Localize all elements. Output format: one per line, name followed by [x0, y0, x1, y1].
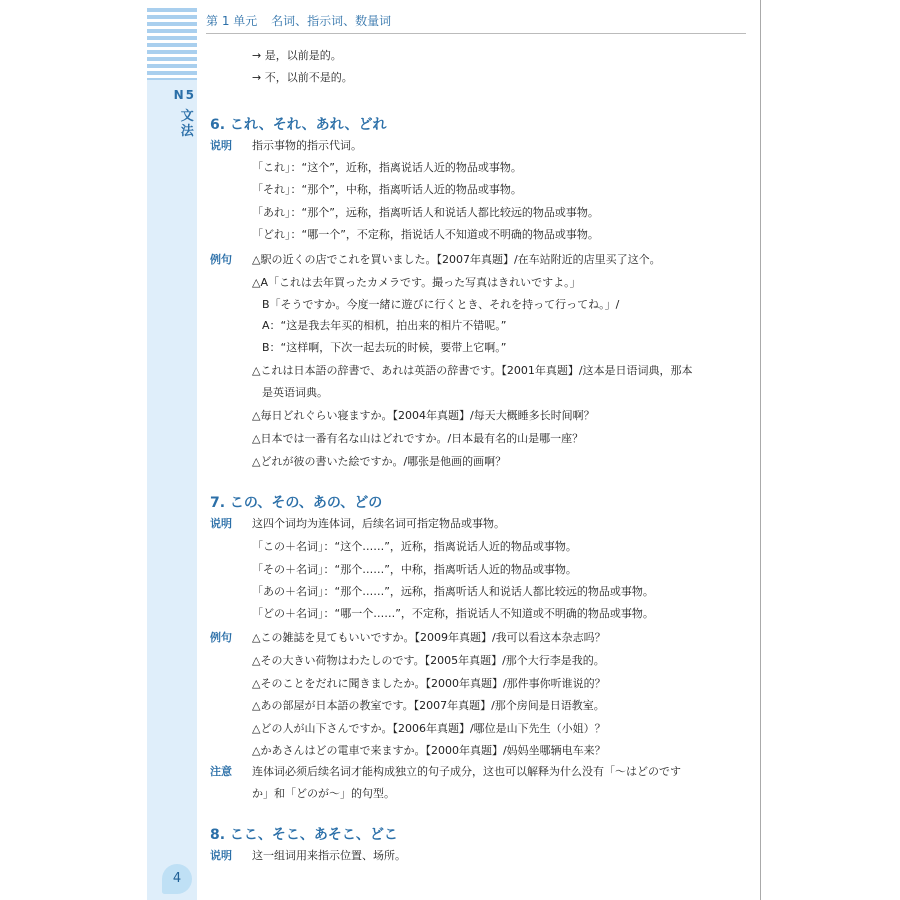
- sidebar-band: [147, 80, 197, 900]
- definition-line: 「その＋名词」：“那个……”，中称，指离听话人近的物品或事物。: [252, 563, 577, 576]
- example-line: △この雑誌を見てもいいですか。【2009年真题】/我可以看这本杂志吗？: [252, 631, 606, 644]
- definition-line: 「この＋名词」：“这个……”，近称，指离说话人近的物品或事物。: [252, 540, 577, 553]
- example-line: B「そうですか。今度一緒に遊びに行くとき、それを持って行ってね。」/: [262, 298, 620, 311]
- example-line: △どれが彼の書いた絵ですか。/哪张是他画的画啊？: [252, 455, 507, 468]
- section-7-title: 7. この、その、あの、どの: [210, 495, 383, 511]
- definition-line: 「それ」：“那个”，中称，指离听话人近的物品或事物。: [252, 183, 522, 196]
- explain-label: 说明: [210, 517, 232, 530]
- explain-label: 说明: [210, 849, 232, 862]
- running-header: [206, 12, 746, 29]
- example-label: 例句: [210, 253, 232, 266]
- definition-line: 「どれ」：“哪一个”，不定称，指说话人不知道或不明确的物品或事物。: [252, 228, 599, 241]
- definition-line: 「あれ」：“那个”，远称，指离听话人和说话人都比较远的物品或事物。: [252, 206, 599, 219]
- example-line: △あの部屋が日本語の教室です。【2007年真题】/那个房间是日语教室。: [252, 699, 605, 712]
- explain-text: 这一组词用来指示位置、场所。: [252, 849, 406, 862]
- example-line: △その大きい荷物はわたしのです。【2005年真题】/那个大行李是我的。: [252, 654, 605, 667]
- example-line: △駅の近くの店でこれを買いました。【2007年真题】/在车站附近的店里买了这个。: [252, 253, 661, 266]
- intro-line: → 不，以前不是的。: [252, 71, 353, 84]
- example-line: A：“这是我去年买的相机，拍出来的相片不错呢。”: [262, 319, 507, 332]
- example-line: B：“这样啊，下次一起去玩的时候，要带上它啊。”: [262, 341, 507, 354]
- header-rule: [206, 33, 746, 34]
- explain-text: 指示事物的指示代词。: [252, 139, 362, 152]
- sidebar-tab-label: 文法: [177, 108, 193, 139]
- definition-line: 「これ」：“这个”，近称，指离说话人近的物品或事物。: [252, 161, 522, 174]
- example-line: △日本では一番有名な山はどれですか。/日本最有名的山是哪一座？: [252, 432, 584, 445]
- example-label: 例句: [210, 631, 232, 644]
- example-line: △毎日どれぐらい寝ますか。【2004年真题】/每天大概睡多长时间啊？: [252, 409, 595, 422]
- page-number: 4: [162, 864, 192, 894]
- note-label: 注意: [210, 765, 232, 778]
- unit-label: 第 1 单元: [206, 14, 258, 28]
- level-badge: N5: [173, 88, 196, 102]
- example-line: △かあさんはどの電車で来ますか。【2000年真题】/妈妈坐哪辆电车来？: [252, 744, 606, 757]
- example-line: △そのことをだれに聞きましたか。【2000年真题】/那件事你听谁说的？: [252, 677, 606, 690]
- example-line: 是英语词典。: [262, 386, 328, 399]
- section-6-title: 6. これ、それ、あれ、どれ: [210, 117, 387, 133]
- page-edge-rule: [760, 0, 761, 900]
- section-8-title: 8. ここ、そこ、あそこ、どこ: [210, 827, 398, 843]
- note-line: か」和「どのが～」的句型。: [252, 787, 395, 800]
- unit-title: 名词、指示词、数量词: [271, 14, 392, 28]
- example-line: △これは日本語の辞書で、あれは英語の辞書です。【2001年真题】/这本是日语词典，那本: [252, 364, 693, 377]
- header-stripe-decoration: [147, 8, 197, 80]
- explain-label: 说明: [210, 139, 232, 152]
- note-line: 连体词必须后续名词才能构成独立的句子成分，这也可以解释为什么没有「～はどのです: [252, 765, 681, 778]
- definition-line: 「あの＋名词」：“那个……”，远称，指离听话人和说话人都比较远的物品或事物。: [252, 585, 654, 598]
- intro-line: → 是，以前是的。: [252, 49, 342, 62]
- example-line: △どの人が山下さんですか。【2006年真题】/哪位是山下先生（小姐）？: [252, 722, 606, 735]
- definition-line: 「どの＋名词」：“哪一个……”，不定称，指说话人不知道或不明确的物品或事物。: [252, 607, 654, 620]
- explain-text: 这四个词均为连体词，后续名词可指定物品或事物。: [252, 517, 505, 530]
- sidebar-tab: [174, 88, 196, 139]
- example-line: △A「これは去年買ったカメラです。撮った写真はきれいですよ。」: [252, 276, 581, 289]
